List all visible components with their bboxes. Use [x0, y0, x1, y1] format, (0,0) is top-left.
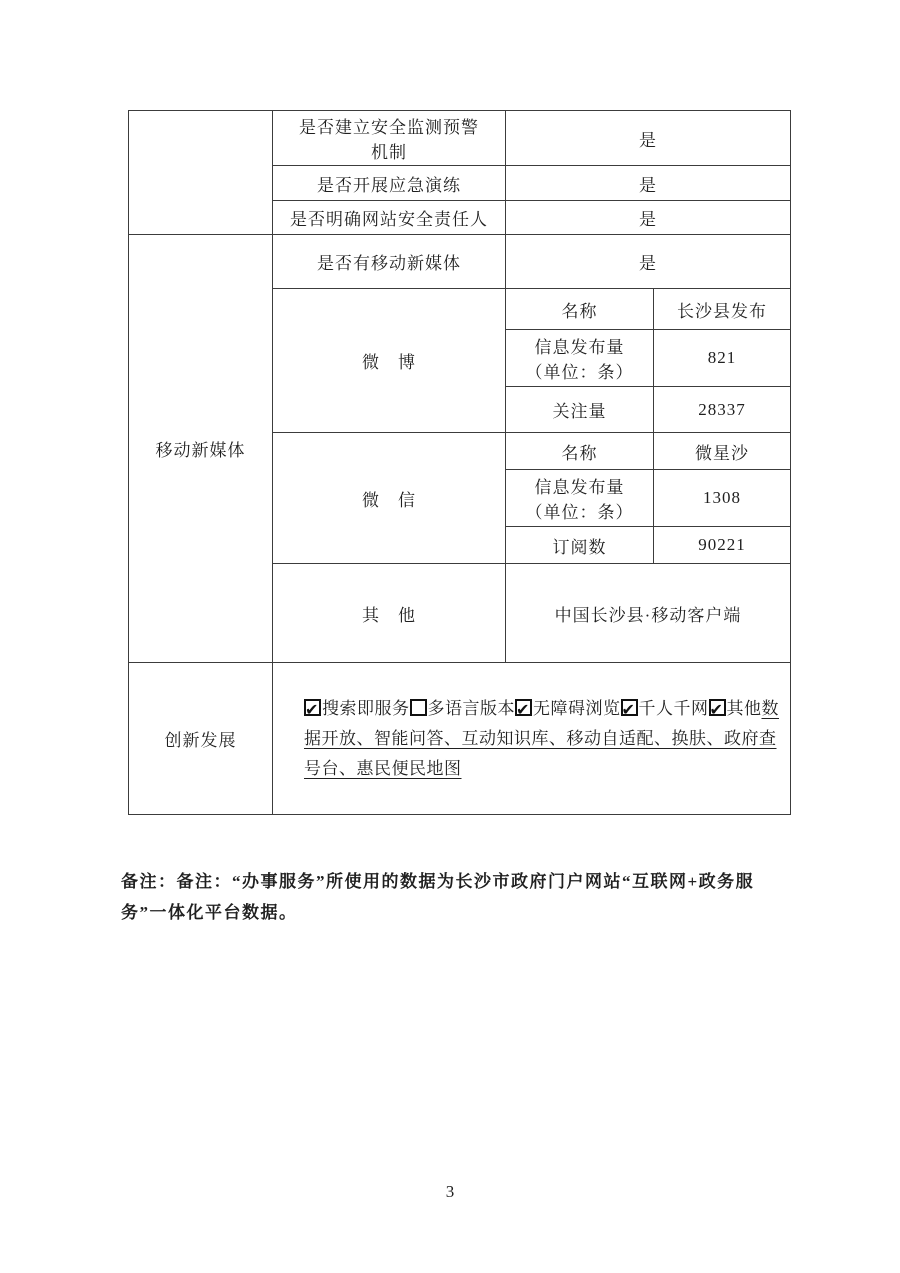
field-value: 28337: [698, 399, 746, 419]
weibo-value-cell: [654, 387, 791, 433]
field-value: 821: [707, 348, 737, 367]
weibo-field-cell: [506, 387, 654, 433]
platform-label: 微 博: [362, 353, 416, 372]
field-value: 微星沙: [695, 443, 749, 463]
field-value: 90221: [698, 535, 746, 554]
platform-label: 微 信: [362, 490, 416, 510]
field-label: 信息发布量（单位：条）: [525, 478, 634, 522]
table-row: [129, 111, 791, 166]
weibo-field-cell: [506, 289, 654, 330]
platform-label: 其 他: [362, 605, 416, 625]
wechat-field-cell: [506, 470, 654, 527]
field-label: 名称: [561, 443, 598, 463]
checkbox-icon: [304, 699, 321, 716]
innovation-content-cell: [273, 663, 791, 815]
checkbox-item: [621, 699, 709, 718]
checkbox-icon: [621, 699, 638, 716]
weibo-field-cell: [506, 330, 654, 387]
mobile-media-label-cell: [273, 235, 506, 289]
section-label: 移动新媒体: [155, 441, 246, 460]
weibo-value-cell: [654, 330, 791, 387]
field-value: 长沙县发布: [677, 301, 767, 321]
checkbox-icon: [515, 699, 532, 716]
security-value-cell: [506, 111, 791, 166]
checkbox-item: [709, 699, 762, 718]
field-label: 名称: [561, 301, 598, 321]
checkbox-icon: [709, 699, 726, 716]
innovation-other-detail: 数据开放、智能问答、互动知识库、移动自适配、换肤、政府查号台、惠民便民地图: [304, 698, 779, 778]
field-label: 订阅数: [552, 537, 607, 557]
wechat-label-cell: [273, 433, 506, 564]
weibo-value-cell: [654, 289, 791, 330]
section-label: 创新发展: [164, 731, 237, 750]
row-label: 是否建立安全监测预警机制: [299, 118, 479, 162]
footer-note: 备注：备注：“办事服务”所使用的数据为长沙市政府门户网站“互联网+政务服务”一体化平台数据。: [121, 872, 755, 922]
field-label: 信息发布量（单位：条）: [525, 338, 634, 382]
checkbox-icon: [410, 699, 427, 716]
row-label: 是否明确网站安全责任人: [290, 210, 488, 229]
checkbox-item: [410, 699, 516, 718]
row-value: 是: [639, 254, 657, 273]
page-number: 3: [445, 1182, 455, 1201]
weibo-label-cell: [273, 289, 506, 433]
row-value: 是: [639, 175, 657, 195]
wechat-value-cell: [654, 433, 791, 470]
row-value: 是: [639, 210, 657, 229]
wechat-field-cell: [506, 527, 654, 564]
security-value-cell: [506, 201, 791, 235]
security-value-cell: [506, 166, 791, 201]
wechat-value-cell: [654, 470, 791, 527]
row-label: 是否有移动新媒体: [317, 254, 461, 273]
security-label-cell: [273, 201, 506, 235]
security-label-cell: [273, 166, 506, 201]
security-label-cell: [273, 111, 506, 166]
other-value-cell: [506, 564, 791, 663]
row-label: 是否开展应急演练: [317, 175, 461, 195]
checkbox-item: [515, 699, 621, 718]
section-cell-innovation: [129, 663, 273, 815]
wechat-value-cell: [654, 527, 791, 564]
field-label: 关注量: [552, 402, 607, 421]
table-row: [129, 235, 791, 289]
other-label-cell: [273, 564, 506, 663]
checkbox-label: 千人千网: [638, 698, 709, 718]
checkbox-label: 多语言版本: [427, 698, 515, 718]
table-row: [129, 663, 791, 815]
field-value: 中国长沙县·移动客户端: [554, 605, 742, 625]
field-value: 1308: [703, 488, 741, 507]
checkbox-label: 搜索即服务: [322, 698, 410, 718]
mobile-media-value-cell: [506, 235, 791, 289]
section-cell-mobile-media: [129, 235, 273, 663]
row-value: 是: [639, 130, 657, 150]
checkbox-item: [304, 699, 410, 718]
checkbox-label: 其他: [726, 698, 762, 718]
wechat-field-cell: [506, 433, 654, 470]
section-cell-previous: [129, 111, 273, 235]
checkbox-label: 无障碍浏览: [533, 698, 621, 718]
annual-report-table: [128, 110, 791, 815]
